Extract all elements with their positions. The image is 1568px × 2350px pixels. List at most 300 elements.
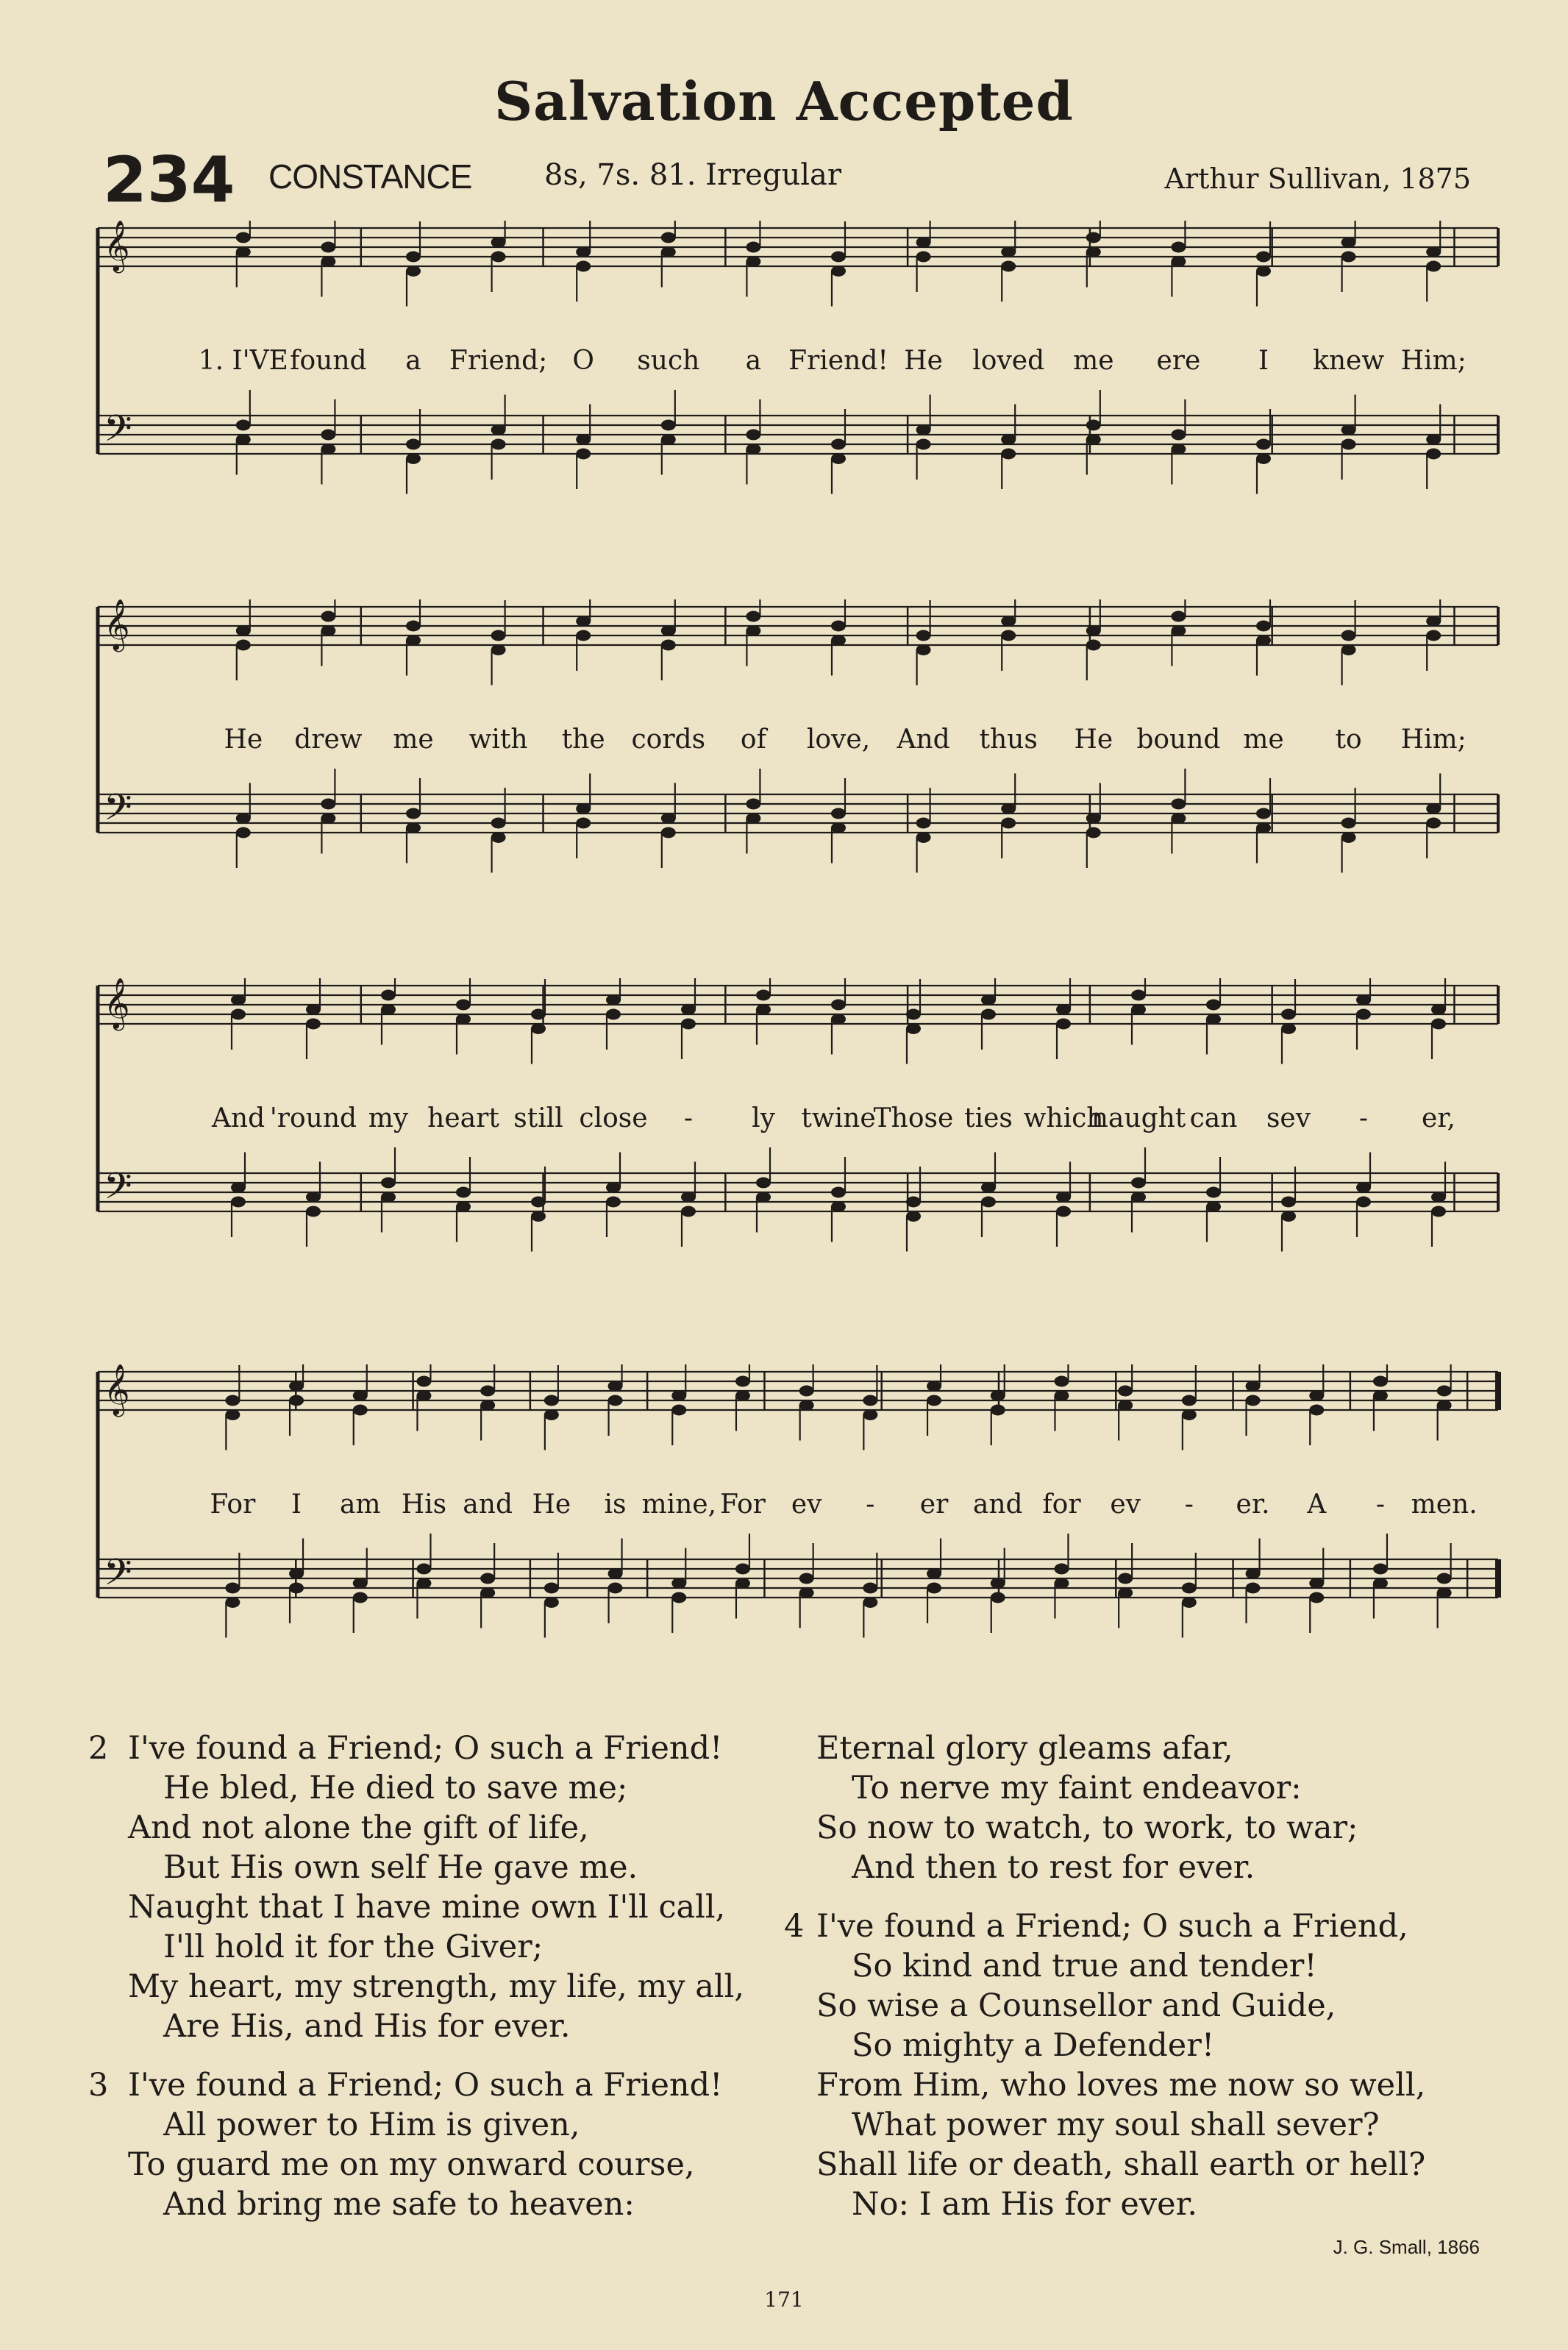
note-head <box>1437 1400 1452 1411</box>
note-head <box>1281 1211 1296 1222</box>
note-head <box>236 625 251 636</box>
note-head <box>981 994 996 1005</box>
note-head <box>831 1187 846 1198</box>
note-head <box>576 449 591 460</box>
staff-lines <box>98 1372 1498 1598</box>
note-head <box>381 990 396 1001</box>
note-head <box>671 1390 686 1401</box>
note-head <box>289 1568 304 1579</box>
note-head <box>671 1592 686 1603</box>
note-head <box>1001 434 1016 445</box>
lyric-syllable: thus <box>979 724 1038 755</box>
note-head <box>1086 246 1101 257</box>
lyric-syllable: ev <box>791 1489 822 1520</box>
note-head <box>321 625 335 636</box>
note-head <box>1171 799 1186 810</box>
treble-clef-icon: 𝄞 <box>104 599 130 650</box>
verse-line: So mighty a Defender! <box>852 2027 1215 2064</box>
note-head <box>799 1386 814 1397</box>
note-head <box>661 232 676 243</box>
note-head <box>236 420 251 431</box>
note-head <box>1054 1376 1069 1387</box>
note-head <box>406 621 421 632</box>
verse-line: My heart, my strength, my life, my all, <box>128 1968 745 2005</box>
note-head <box>671 1578 686 1589</box>
lyric-syllable: a <box>745 346 762 376</box>
note-head <box>1171 611 1186 622</box>
note-head <box>353 1592 368 1603</box>
note-head <box>863 1597 877 1608</box>
note-head <box>1431 1019 1446 1030</box>
verse-line: To guard me on my onward course, <box>128 2146 695 2183</box>
lyric-syllable: er. <box>1236 1489 1270 1520</box>
note-head <box>576 803 591 814</box>
lyric-syllable: still <box>513 1103 563 1133</box>
note-head <box>735 1376 750 1387</box>
note-head <box>456 1000 471 1011</box>
note-head <box>608 1395 623 1406</box>
note-head <box>1281 1023 1296 1034</box>
lyric-syllable: er <box>919 1489 949 1520</box>
note-head <box>1118 1386 1133 1397</box>
note-head <box>831 252 846 263</box>
note-head <box>927 1583 941 1594</box>
lyric-syllable: me <box>1073 346 1114 376</box>
verses-column-left <box>88 1728 765 2243</box>
verse-2 <box>88 1728 765 2046</box>
note-head <box>353 1405 368 1416</box>
note-head <box>1171 242 1186 253</box>
lyric-syllable: 'round <box>269 1103 357 1133</box>
note-head <box>661 813 676 824</box>
note-head <box>661 640 676 651</box>
note-head <box>831 808 846 819</box>
note-head <box>661 625 676 636</box>
note-head <box>746 625 760 636</box>
note-head <box>756 1178 771 1189</box>
verses-column-right <box>784 1728 1493 2243</box>
verse-line: I've found a Friend; O such a Friend! <box>128 2067 723 2104</box>
note-head <box>1256 266 1271 277</box>
note-head <box>321 242 335 253</box>
note-head <box>480 1587 495 1598</box>
note-head <box>1054 1564 1069 1575</box>
lyric-syllable: ere <box>1156 346 1201 376</box>
note-head <box>863 1409 877 1420</box>
note-head <box>236 232 251 243</box>
note-head <box>1086 434 1101 445</box>
lyric-syllable: 1. I'VE <box>198 346 288 376</box>
note-head <box>1131 1192 1146 1203</box>
note-head <box>1001 246 1016 257</box>
note-head <box>406 635 421 646</box>
note-head <box>1056 1004 1071 1015</box>
note-head <box>1437 1587 1452 1598</box>
lyric-syllable: mine, <box>641 1489 717 1520</box>
note-head <box>480 1386 495 1397</box>
note-head <box>735 1564 750 1575</box>
note-head <box>681 1019 696 1030</box>
note-head <box>1182 1395 1197 1406</box>
lyric-syllable: He <box>224 724 263 755</box>
note-head <box>1118 1400 1133 1411</box>
verse-line: Are His, and His for ever. <box>163 2008 571 2045</box>
lyric-syllable: A <box>1307 1489 1327 1520</box>
note-head <box>1281 1009 1296 1020</box>
note-head <box>1426 630 1441 641</box>
note-head <box>306 1206 321 1217</box>
verse-line: So wise a Counsellor and Guide, <box>816 1987 1336 2024</box>
note-head <box>746 611 760 622</box>
note-head <box>916 644 931 655</box>
note-head <box>406 266 421 277</box>
verse-4 <box>784 1906 1493 2224</box>
lyric-syllable: - <box>1358 1103 1369 1133</box>
lyric-syllable: sev <box>1266 1103 1311 1133</box>
verse-line: I've found a Friend; O such a Friend! <box>128 1730 723 1767</box>
note-head <box>1246 1381 1261 1392</box>
note-head <box>1356 1009 1371 1020</box>
note-head <box>906 1197 921 1208</box>
lyric-syllable: His <box>401 1489 447 1520</box>
note-head <box>1256 439 1271 450</box>
note-head <box>1056 1206 1071 1217</box>
lyric-syllable: heart <box>427 1103 499 1133</box>
note-head <box>416 1578 431 1589</box>
lyric-syllable: Those <box>873 1103 954 1133</box>
note-head <box>531 1197 546 1208</box>
note-head <box>531 1009 546 1020</box>
note-head <box>406 822 421 833</box>
verse-line: But His own self He gave me. <box>163 1849 638 1886</box>
note-head <box>1356 1182 1371 1193</box>
note-head <box>480 1573 495 1584</box>
treble-clef-icon: 𝄞 <box>104 1364 130 1415</box>
note-head <box>225 1409 240 1420</box>
note-head <box>306 1019 321 1030</box>
verse-line: I'll hold it for the Giver; <box>163 1929 544 1965</box>
note-head <box>756 1004 771 1015</box>
verse-line: All power to Him is given, <box>163 2107 580 2143</box>
note-head <box>236 246 251 257</box>
staff-lines <box>98 607 1498 833</box>
bass-clef-icon: 𝄢 <box>104 786 132 838</box>
note-head <box>306 1192 321 1203</box>
lyric-syllable: the <box>561 724 605 755</box>
note-head <box>1182 1597 1197 1608</box>
lyric-line <box>92 724 1504 769</box>
note-head <box>353 1578 368 1589</box>
note-head <box>321 813 335 824</box>
bass-clef-icon: 𝄢 <box>104 407 132 459</box>
lyric-syllable: ly <box>752 1103 775 1133</box>
note-head <box>1309 1390 1324 1401</box>
note-head <box>576 630 591 641</box>
staff-lines <box>98 228 1498 454</box>
note-head <box>321 611 335 622</box>
note-head <box>1309 1592 1324 1603</box>
note-head <box>491 832 506 843</box>
note-head <box>416 1390 431 1401</box>
note-head <box>306 1004 321 1015</box>
note-head <box>406 453 421 464</box>
note-head <box>831 1014 846 1025</box>
note-head <box>906 1023 921 1034</box>
note-head <box>1171 625 1186 636</box>
note-head <box>1341 424 1356 435</box>
note-head <box>1246 1395 1261 1406</box>
note-head <box>416 1376 431 1387</box>
verse-line: Naught that I have mine own I'll call, <box>128 1889 726 1926</box>
note-head <box>531 1023 546 1034</box>
note-head <box>231 994 246 1005</box>
note-head <box>681 1004 696 1015</box>
note-head <box>576 246 591 257</box>
note-head <box>606 1182 621 1193</box>
verses <box>88 1728 1486 2243</box>
lyric-syllable: For <box>210 1489 256 1520</box>
note-head <box>681 1206 696 1217</box>
note-head <box>321 430 335 441</box>
note-head <box>1001 803 1016 814</box>
note-head <box>544 1395 559 1406</box>
note-head <box>1373 1564 1388 1575</box>
note-head <box>1341 832 1356 843</box>
note-head <box>756 1192 771 1203</box>
note-head <box>831 635 846 646</box>
note-head <box>381 1178 396 1189</box>
note-head <box>906 1009 921 1020</box>
lyric-syllable: a <box>405 346 421 376</box>
note-head <box>1356 1197 1371 1208</box>
note-head <box>416 1564 431 1575</box>
note-head <box>981 1009 996 1020</box>
verse-line: Eternal glory gleams afar, <box>816 1730 1233 1767</box>
note-head <box>916 630 931 641</box>
verse-number: 4 <box>784 1908 805 1945</box>
note-head <box>1171 256 1186 267</box>
lyric-syllable: me <box>1243 724 1284 755</box>
note-head <box>289 1395 304 1406</box>
lyric-syllable: Friend; <box>449 346 548 376</box>
note-head <box>1086 813 1101 824</box>
note-head <box>1256 822 1271 833</box>
note-head <box>1131 1178 1146 1189</box>
lyricist-credit: J. G. Small, 1866 <box>1333 2236 1480 2258</box>
lyric-syllable: which <box>1023 1103 1104 1133</box>
note-head <box>916 818 931 829</box>
note-head <box>1373 1376 1388 1387</box>
note-head <box>1206 1000 1221 1011</box>
note-head <box>606 1197 621 1208</box>
lyric-syllable: and <box>463 1489 513 1520</box>
verse-line: What power my soul shall sever? <box>852 2107 1380 2143</box>
note-head <box>480 1400 495 1411</box>
note-head <box>863 1583 877 1594</box>
note-head <box>1206 1014 1221 1025</box>
lyric-syllable: He <box>532 1489 571 1520</box>
music-system-2 <box>92 599 1504 908</box>
note-head <box>1341 644 1356 655</box>
note-head <box>746 242 760 253</box>
verse-number: 3 <box>88 2067 109 2104</box>
note-head <box>916 832 931 843</box>
note-head <box>1426 449 1441 460</box>
lyric-syllable: love, <box>806 724 871 755</box>
note-head <box>1341 252 1356 263</box>
lyric-syllable: drew <box>294 724 363 755</box>
hymn-number: 234 <box>103 143 235 217</box>
note-head <box>491 252 506 263</box>
note-head <box>1341 439 1356 450</box>
music-system-4 <box>92 1364 1504 1673</box>
lyric-syllable: Him; <box>1400 724 1467 755</box>
treble-clef-icon: 𝄞 <box>104 978 130 1029</box>
page-number: 171 <box>764 2287 804 2312</box>
verse-line: So now to watch, to work, to war; <box>816 1809 1358 1846</box>
note-head <box>1246 1583 1261 1594</box>
note-head <box>531 1211 546 1222</box>
note-head <box>916 237 931 248</box>
note-head <box>1431 1192 1446 1203</box>
note-head <box>1309 1405 1324 1416</box>
note-head <box>1118 1573 1133 1584</box>
lyric-syllable: ties <box>964 1103 1013 1133</box>
note-head <box>1131 1004 1146 1015</box>
lyric-syllable: is <box>604 1489 627 1520</box>
note-head <box>799 1573 814 1584</box>
note-head <box>1171 444 1186 455</box>
note-head <box>406 808 421 819</box>
note-head <box>1086 420 1101 431</box>
note-head <box>231 1009 246 1020</box>
note-head <box>231 1197 246 1208</box>
note-head <box>1086 232 1101 243</box>
note-head <box>321 444 335 455</box>
lyric-syllable: found <box>290 346 367 376</box>
note-head <box>491 818 506 829</box>
verse-line: I've found a Friend; O such a Friend, <box>816 1908 1408 1945</box>
note-head <box>831 1000 846 1011</box>
note-head <box>1171 813 1186 824</box>
note-head <box>289 1583 304 1594</box>
lyric-line <box>92 1489 1504 1534</box>
lyric-syllable: me <box>393 724 434 755</box>
lyric-syllable: er, <box>1421 1103 1456 1133</box>
note-head <box>746 444 760 455</box>
note-head <box>491 237 506 248</box>
lyric-syllable: - <box>1375 1489 1386 1520</box>
lyric-syllable: cords <box>631 724 706 755</box>
note-head <box>671 1405 686 1416</box>
lyric-syllable: knew <box>1313 346 1385 376</box>
note-head <box>916 439 931 450</box>
note-head <box>406 252 421 263</box>
note-head <box>1426 246 1441 257</box>
note-head <box>746 813 760 824</box>
meter: 8s, 7s. 81. Irregular <box>544 158 841 192</box>
note-head <box>1341 237 1356 248</box>
note-head <box>735 1390 750 1401</box>
note-head <box>1256 252 1271 263</box>
note-head <box>1206 1201 1221 1212</box>
note-head <box>681 1192 696 1203</box>
note-head <box>1431 1206 1446 1217</box>
note-head <box>1426 261 1441 272</box>
lyric-syllable: Him; <box>1400 346 1467 376</box>
note-head <box>916 424 931 435</box>
note-head <box>406 439 421 450</box>
note-head <box>746 799 760 810</box>
note-head <box>456 1201 471 1212</box>
treble-clef-icon: 𝄞 <box>104 221 130 271</box>
note-head <box>927 1381 941 1392</box>
lyric-syllable: - <box>1184 1489 1194 1520</box>
verse-number: 2 <box>88 1730 109 1767</box>
verse-3 <box>88 2065 765 2224</box>
note-head <box>831 621 846 632</box>
note-head <box>1001 818 1016 829</box>
note-head <box>608 1583 623 1594</box>
note-head <box>491 630 506 641</box>
lyric-syllable: such <box>637 346 700 376</box>
note-head <box>831 266 846 277</box>
note-head <box>1086 625 1101 636</box>
hymn-header <box>103 143 1471 217</box>
lyric-syllable: my <box>368 1103 409 1133</box>
note-head <box>231 1182 246 1193</box>
lyric-syllable: For <box>719 1489 766 1520</box>
lyric-syllable: Friend! <box>788 346 888 376</box>
music-system-1 <box>92 221 1504 530</box>
verse-line: He bled, He died to save me; <box>163 1770 628 1806</box>
note-head <box>927 1568 941 1579</box>
note-head <box>544 1597 559 1608</box>
composer: Arthur Sullivan, 1875 <box>1164 163 1471 195</box>
lyric-syllable: close <box>579 1103 648 1133</box>
verse-line: So kind and true and tender! <box>852 1948 1317 1984</box>
note-head <box>544 1409 559 1420</box>
music-system-3 <box>92 978 1504 1287</box>
lyric-line <box>92 346 1504 390</box>
note-head <box>991 1592 1005 1603</box>
note-head <box>661 434 676 445</box>
note-head <box>1001 616 1016 627</box>
note-head <box>381 1004 396 1015</box>
lyric-syllable: I <box>291 1489 302 1520</box>
note-head <box>746 430 760 441</box>
note-head <box>831 453 846 464</box>
note-head <box>491 644 506 655</box>
lyric-syllable: loved <box>972 346 1045 376</box>
note-head <box>236 640 251 651</box>
note-head <box>1056 1192 1071 1203</box>
note-head <box>1431 1004 1446 1015</box>
note-head <box>991 1405 1005 1416</box>
note-head <box>576 818 591 829</box>
note-head <box>1426 818 1441 829</box>
note-head <box>1182 1583 1197 1594</box>
verse-line: No: I am His for ever. <box>852 2186 1198 2223</box>
lyric-syllable: bound <box>1136 724 1221 755</box>
note-head <box>1246 1568 1261 1579</box>
note-head <box>661 246 676 257</box>
bass-clef-icon: 𝄢 <box>104 1551 132 1603</box>
note-head <box>1206 1187 1221 1198</box>
note-head <box>321 256 335 267</box>
note-head <box>225 1583 240 1594</box>
tune-name: CONSTANCE <box>268 157 472 196</box>
